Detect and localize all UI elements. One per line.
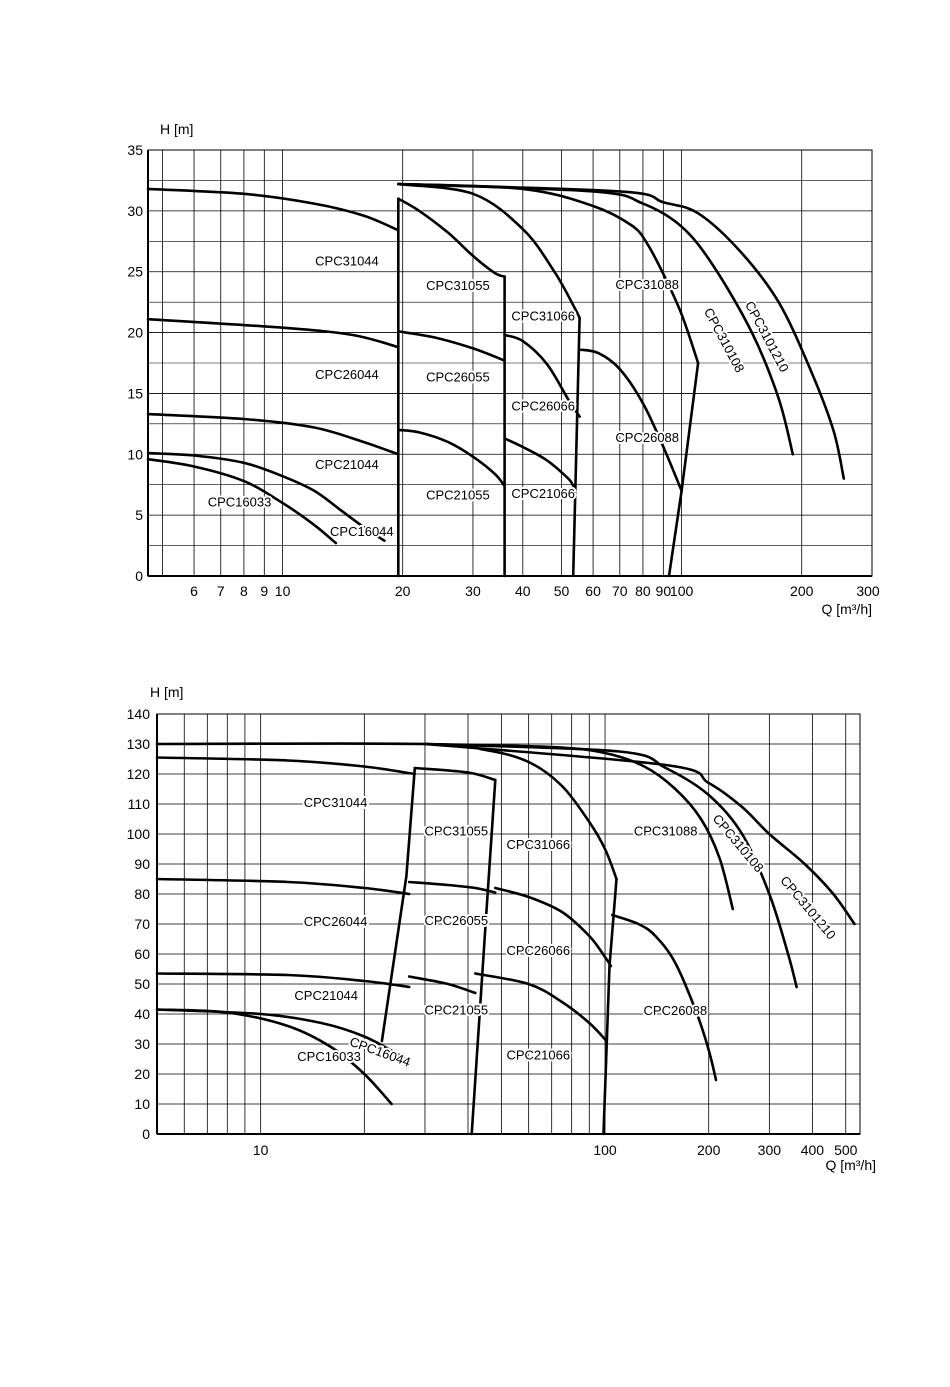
x-tick-label: 7: [216, 583, 225, 599]
y-tick-label: 10: [127, 446, 143, 463]
x-tick-label: 10: [274, 583, 291, 599]
curve-label-cpc16044: CPC16044: [330, 523, 394, 539]
y-tick-label: 50: [134, 976, 150, 992]
y-tick-label: 130: [126, 736, 150, 752]
curve-cpc26044: [157, 879, 409, 894]
curve-label-cpc310108: CPC310108: [709, 811, 767, 876]
curve-label-cpc31055: CPC31055: [426, 277, 490, 293]
curve-cpc31066: [398, 184, 579, 318]
x-axis-title: Q [m³/h]: [821, 601, 872, 617]
curve-cpc26088: [612, 915, 716, 1080]
y-tick-label: 20: [134, 1066, 150, 1082]
y-tick-label: 35: [127, 142, 143, 158]
curve-label-cpc26055: CPC26055: [426, 369, 490, 385]
y-tick-label: 10: [134, 1096, 150, 1112]
x-tick-label: 10: [252, 1142, 269, 1158]
x-tick-label: 200: [790, 583, 814, 599]
chart-2: [127, 684, 876, 1173]
chart-1: [127, 121, 879, 617]
curve-label-cpc21044: CPC21044: [294, 988, 359, 1004]
y-tick-label: 5: [135, 507, 143, 524]
curve-label-cpc26044: CPC26044: [303, 914, 368, 930]
y-tick-label: 120: [126, 766, 150, 782]
curve-label-cpc31055: CPC31055: [424, 823, 489, 839]
curve-label-cpc21066: CPC21066: [511, 486, 576, 502]
x-tick-label: 500: [834, 1142, 858, 1158]
curve-cpc310108: [398, 184, 793, 454]
x-tick-label: 9: [260, 583, 269, 599]
curve-cpc31055: [398, 199, 504, 277]
curve-label-cpc21055: CPC21055: [424, 1002, 489, 1018]
curve-cpc31044: [157, 758, 415, 775]
curve-label-cpc26066: CPC26066: [511, 398, 576, 414]
y-axis-title: H [m]: [150, 684, 184, 700]
x-tick-label: 6: [190, 583, 198, 599]
x-tick-label: 20: [394, 583, 411, 599]
series-curves: [157, 744, 855, 1134]
curve-cpc21055-boundary: [382, 770, 415, 1042]
y-tick-label: 140: [126, 706, 150, 722]
curve-label-cpc31044: CPC31044: [315, 253, 379, 269]
x-tick-label: 200: [697, 1142, 721, 1158]
y-tick-label: 70: [134, 916, 150, 932]
curve-label-cpc16033: CPC16033: [297, 1048, 361, 1064]
y-tick-label: 80: [134, 886, 150, 902]
y-tick-label: 25: [127, 263, 143, 280]
x-tick-label: 8: [240, 583, 248, 599]
curve-cpc21044: [148, 414, 398, 454]
curve-label-cpc31066: CPC31066: [511, 308, 576, 324]
curve-label-cpc31066: CPC31066: [506, 837, 571, 852]
curve-label-cpc310108: CPC310108: [701, 305, 748, 375]
x-tick-label: 40: [515, 583, 531, 599]
x-tick-label: 60: [585, 583, 601, 599]
x-tick-label: 80: [635, 583, 651, 599]
y-tick-label: 0: [142, 1126, 150, 1142]
y-tick-label: 30: [134, 1036, 150, 1052]
curve-cpc26088-boundary: [573, 318, 579, 576]
y-tick-label: 30: [127, 202, 143, 219]
curve-label-cpc26055: CPC26055: [424, 912, 489, 928]
y-tick-label: 40: [134, 1006, 150, 1022]
y-tick-label: 15: [127, 385, 143, 402]
curve-label-cpc26066: CPC26066: [506, 942, 571, 958]
y-tick-label: 60: [134, 946, 150, 962]
grid: [157, 714, 860, 1134]
x-tick-label: 400: [800, 1142, 825, 1158]
x-axis-title: Q [m³/h]: [825, 1157, 876, 1173]
x-tick-label: 100: [669, 583, 694, 599]
curve-label-cpc3101210: CPC3101210: [777, 872, 839, 943]
x-tick-label: 30: [465, 583, 481, 599]
x-tick-label: 70: [612, 583, 628, 599]
curve-cpc26055: [409, 882, 495, 893]
series-curves: [148, 184, 844, 576]
x-tick-label: 50: [553, 583, 570, 599]
curve-cpc26088-boundary: [604, 879, 617, 1134]
curve-cpc21055: [398, 430, 504, 486]
y-tick-label: 0: [135, 568, 143, 584]
curve-label-cpc21055: CPC21055: [426, 487, 490, 503]
curve-label-cpc26044: CPC26044: [315, 366, 379, 382]
x-tick-label: 100: [593, 1142, 617, 1158]
curve-cpc21044: [157, 974, 409, 988]
x-tick-label: 300: [856, 583, 880, 599]
curve-label-cpc16033: CPC16033: [207, 494, 272, 510]
curve-cpc21055: [409, 977, 475, 994]
curve-cpc31044: [148, 189, 398, 230]
y-tick-label: 100: [126, 826, 150, 842]
curve-cpc26088: [580, 350, 682, 491]
y-tick-label: 20: [127, 324, 143, 341]
curve-label-cpc21066: CPC21066: [506, 1047, 571, 1063]
curve-label-cpc26088: CPC26088: [643, 1002, 708, 1018]
curve-cpc26044: [148, 319, 398, 347]
curve-label-cpc31088: CPC31088: [633, 823, 698, 839]
curve-label-cpc16044: CPC16044: [347, 1033, 413, 1070]
curve-label-cpc31044: CPC31044: [303, 795, 368, 810]
curve-label-cpc21044: CPC21044: [315, 456, 379, 472]
x-tick-label: 90: [655, 583, 672, 599]
curve-label-cpc31088: CPC31088: [615, 276, 680, 292]
x-tick-label: 300: [757, 1142, 782, 1158]
y-axis-title: H [m]: [160, 121, 194, 137]
y-tick-label: 110: [127, 796, 150, 812]
grid: [148, 150, 872, 576]
curve-label-cpc26088: CPC26088: [615, 430, 680, 446]
curve-cpc31066: [157, 744, 617, 879]
y-tick-label: 90: [134, 856, 150, 872]
curve-cpc26055: [398, 331, 504, 360]
curve-cpc21066: [505, 439, 574, 486]
curve-label-cpc3101210: CPC3101210: [742, 298, 792, 375]
